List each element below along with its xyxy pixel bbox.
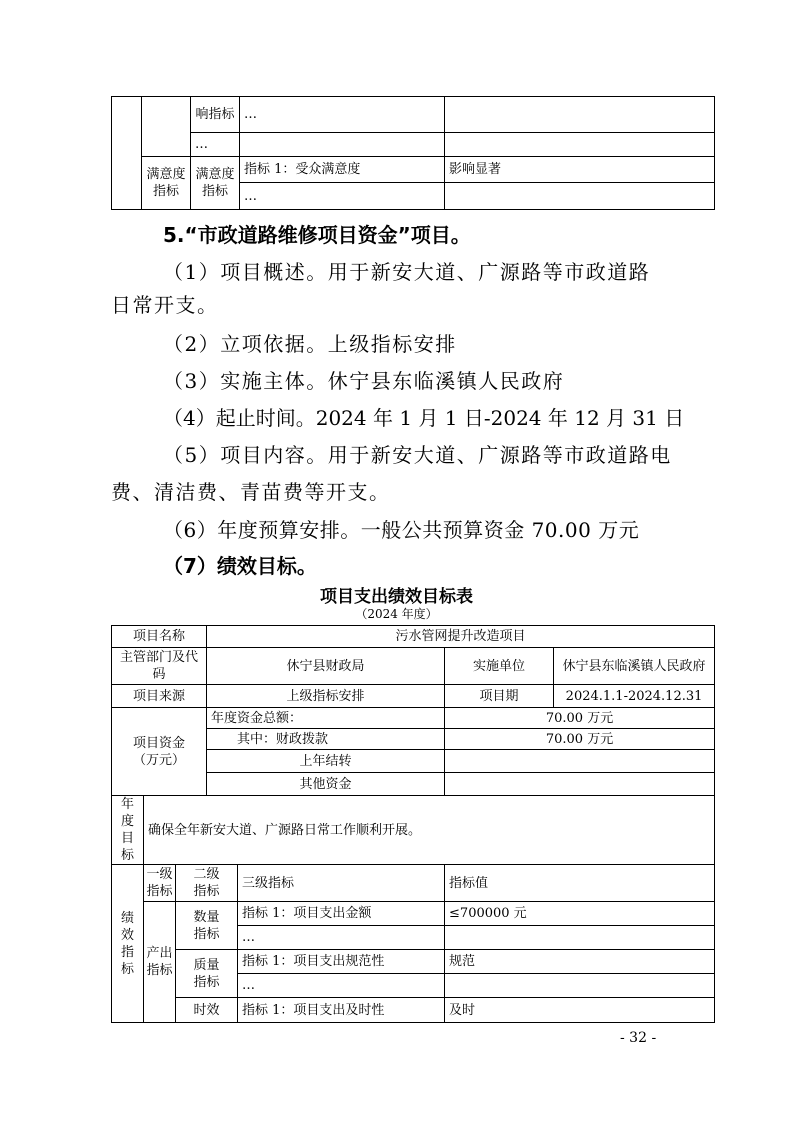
funds-carry-value	[445, 750, 715, 773]
table-title: 项目支出绩效目标表	[320, 587, 473, 607]
impl-label: 实施单位	[445, 648, 554, 685]
blank-cell	[445, 183, 715, 210]
indicator-cell: …	[240, 97, 445, 133]
funds-fiscal-value: 70.00 万元	[445, 729, 715, 750]
source-value: 上级指标安排	[207, 685, 445, 708]
quantity-value-2	[445, 926, 715, 950]
value-label: 指标值	[445, 865, 715, 902]
table-year: （2024 年度）	[355, 607, 438, 621]
quality-label: 质量指标	[176, 950, 238, 998]
paragraph-1b: 日常开支。	[111, 293, 219, 317]
page-number: - 32 -	[620, 1030, 657, 1046]
paragraph-7: （7）绩效目标。	[163, 554, 317, 578]
quality-indicator-2: …	[238, 974, 445, 998]
quantity-indicator-2: …	[238, 926, 445, 950]
indicator-cell: …	[240, 183, 445, 210]
blank-cell	[142, 97, 191, 157]
level2-label: 二级指标	[176, 865, 238, 902]
value-cell: 影响显著	[445, 157, 715, 183]
timeliness-label: 时效	[176, 998, 238, 1023]
performance-target-table	[111, 625, 715, 1023]
source-label: 项目来源	[112, 685, 207, 708]
value-cell	[445, 97, 715, 133]
timeliness-indicator-1: 指标 1：项目支出及时性	[238, 998, 445, 1023]
ellipsis-cell: …	[191, 133, 240, 157]
output-indicator-label: 产出指标	[144, 902, 176, 1023]
funds-fiscal-label: 其中：财政拨款	[207, 729, 445, 750]
quality-value-2	[445, 974, 715, 998]
period-value: 2024.1.1-2024.12.31	[554, 685, 715, 708]
funds-total-label: 年度资金总额：	[207, 708, 445, 729]
period-label: 项目期	[445, 685, 554, 708]
perf-indicator-label: 绩效指标	[112, 865, 144, 1023]
satisfaction-indicator-label: 满意度指标	[142, 157, 191, 210]
blank-cell	[112, 97, 142, 210]
blank-cell	[445, 133, 715, 157]
funds-carry-label: 上年结转	[207, 750, 445, 773]
project-name-label: 项目名称	[112, 626, 207, 648]
paragraph-2: （2）立项依据。上级指标安排	[163, 332, 457, 356]
paragraph-5b: 费、清洁费、青苗费等开支。	[111, 480, 391, 504]
satisfaction-sub-label: 满意度指标	[191, 157, 240, 210]
funds-total-value: 70.00 万元	[445, 708, 715, 729]
continuation-table	[111, 96, 715, 210]
quantity-value-1: ≤700000 元	[445, 902, 715, 926]
annual-goal-value: 确保全年新安大道、广源路日常工作顺利开展。	[144, 796, 715, 865]
quantity-label: 数量指标	[176, 902, 238, 950]
dept-label: 主管部门及代码	[112, 648, 207, 685]
indicator-cell: 指标 1：受众满意度	[240, 157, 445, 183]
quality-indicator-1: 指标 1：项目支出规范性	[238, 950, 445, 974]
funds-label: 项目资金（万元）	[112, 708, 207, 796]
funds-other-value	[445, 773, 715, 796]
impl-value: 休宁县东临溪镇人民政府	[554, 648, 715, 685]
blank-cell	[240, 133, 445, 157]
quality-value-1: 规范	[445, 950, 715, 974]
annual-goal-label: 年度目标	[112, 796, 144, 865]
paragraph-1a: （1）项目概述。用于新安大道、广源路等市政道路	[163, 260, 651, 284]
project-name-value: 污水管网提升改造项目	[207, 626, 715, 648]
paragraph-6: （6）年度预算安排。一般公共预算资金 70.00 万元	[163, 518, 640, 542]
section-heading: 5.“市政道路维修项目资金”项目。	[163, 223, 471, 247]
level3-label: 三级指标	[238, 865, 445, 902]
level1-label: 一级指标	[144, 865, 176, 902]
paragraph-3: （3）实施主体。休宁县东临溪镇人民政府	[163, 369, 565, 393]
paragraph-5a: （5）项目内容。用于新安大道、广源路等市政道路电	[163, 443, 672, 467]
timeliness-value-1: 及时	[445, 998, 715, 1023]
impact-indicator-label: 响指标	[191, 97, 240, 133]
quantity-indicator-1: 指标 1：项目支出金额	[238, 902, 445, 926]
dept-value: 休宁县财政局	[207, 648, 445, 685]
funds-other-label: 其他资金	[207, 773, 445, 796]
paragraph-4: （4）起止时间。2024 年 1 月 1 日-2024 年 12 月 31 日	[163, 406, 685, 430]
